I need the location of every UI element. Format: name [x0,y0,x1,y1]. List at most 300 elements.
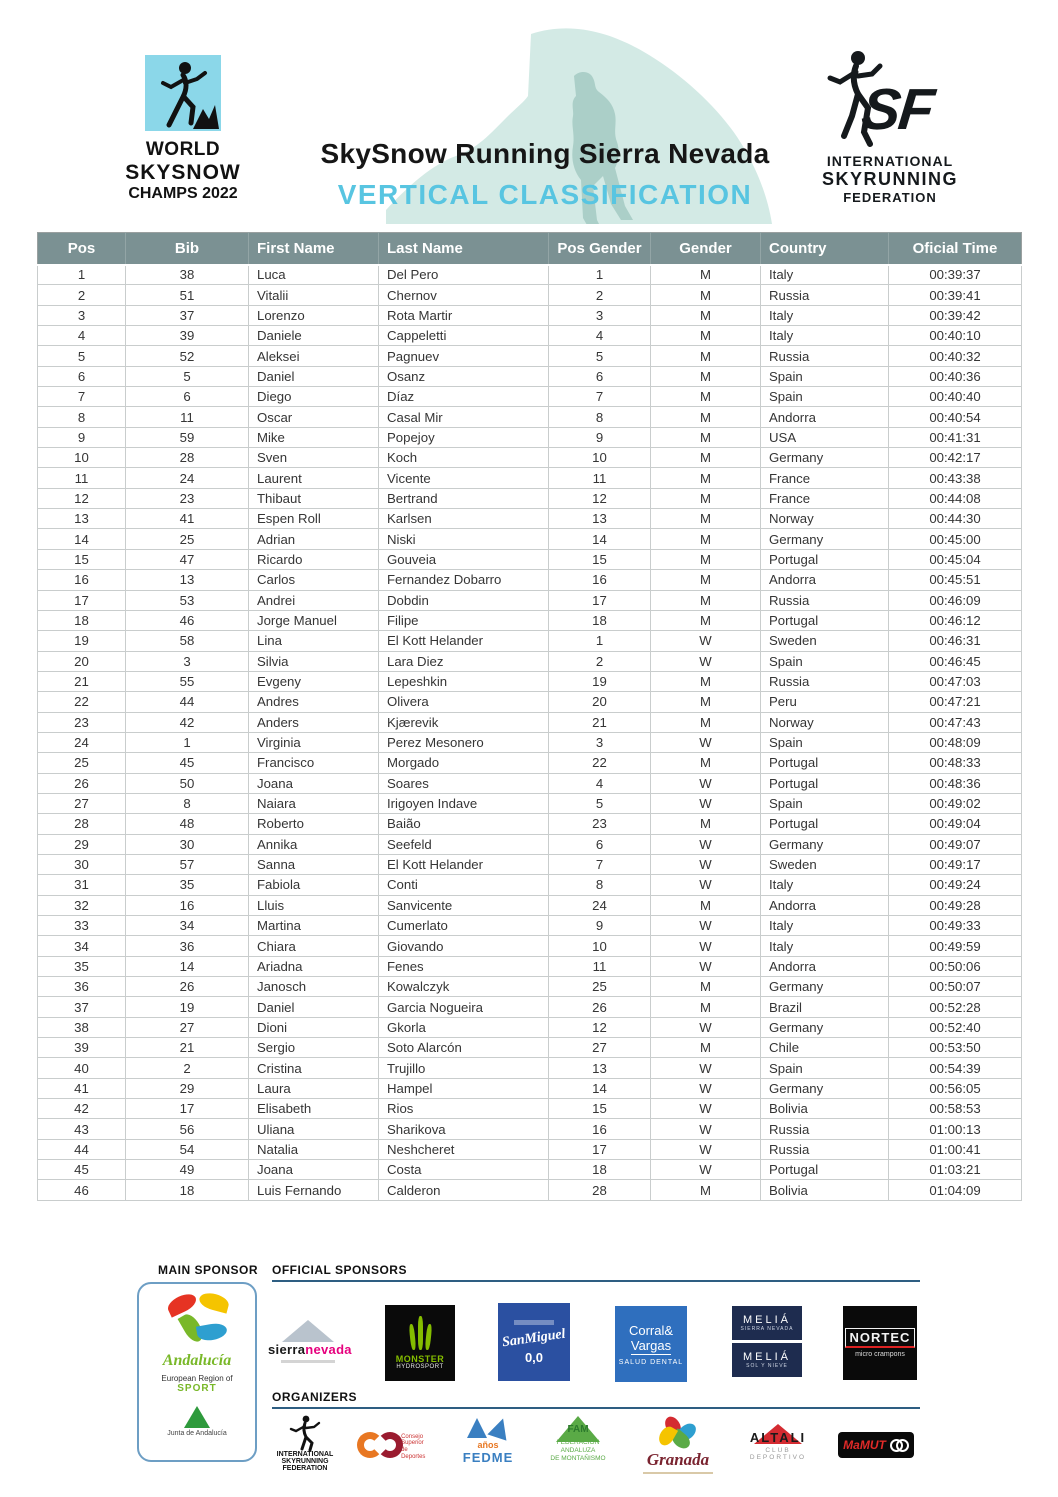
organizer-granada-logo [638,1416,718,1474]
table-row [38,997,1022,1017]
table-cell: Portugal [761,1160,889,1180]
table-cell: 6 [549,366,651,386]
table-cell: Karlsen [379,509,549,529]
table-cell: 2 [38,285,126,305]
table-cell: 54 [126,1139,249,1159]
table-row [38,834,1022,854]
table-cell: 01:00:13 [889,1119,1022,1139]
table-cell: W [651,631,761,651]
table-cell: Andrei [249,590,379,610]
table-cell: France [761,488,889,508]
table-cell: 00:48:36 [889,773,1022,793]
table-cell: Martina [249,916,379,936]
table-cell: Morgado [379,753,549,773]
table-cell: Laura [249,1078,379,1098]
table-cell: 00:53:50 [889,1038,1022,1058]
table-cell: Vitalii [249,285,379,305]
table-cell: 23 [38,712,126,732]
table-cell: Daniele [249,326,379,346]
table-cell: 59 [126,427,249,447]
table-row [38,468,1022,488]
table-cell: 00:40:40 [889,387,1022,407]
table-cell: Perez Mesonero [379,732,549,752]
csd-line1: Consejo [401,1433,424,1440]
organizers-rule [272,1407,920,1409]
table-row [38,488,1022,508]
table-cell: 42 [126,712,249,732]
andalucia-tagline1: European Region of [161,1374,233,1383]
table-cell: 12 [549,488,651,508]
table-cell: 00:49:33 [889,916,1022,936]
table-row [38,753,1022,773]
col-header-country: Country [761,233,889,265]
isf-monogram: SF [858,77,936,142]
table-cell: Annika [249,834,379,854]
table-cell: Díaz [379,387,549,407]
fedme-wordmark: FEDME [462,1450,514,1465]
table-cell: 5 [549,793,651,813]
table-cell: Chernov [379,285,549,305]
table-cell: 14 [549,529,651,549]
table-cell: 25 [549,977,651,997]
table-cell: 18 [549,610,651,630]
table-cell: Norway [761,712,889,732]
world-skysnow-logo [118,55,248,203]
table-cell: M [651,509,761,529]
table-cell: Evgeny [249,671,379,691]
table-cell: W [651,834,761,854]
table-cell: 21 [126,1038,249,1058]
table-cell: 00:49:59 [889,936,1022,956]
table-row [38,1058,1022,1078]
table-cell: 11 [126,407,249,427]
table-cell: 00:44:30 [889,509,1022,529]
granada-tagline-bar [643,1472,713,1474]
table-cell: Luis Fernando [249,1180,379,1200]
isf-runner-icon [800,48,980,153]
melia-wordmark-1: MELIÁ [742,1314,791,1326]
table-cell: 5 [549,346,651,366]
table-cell: 00:46:09 [889,590,1022,610]
table-cell: El Kott Helander [379,854,549,874]
corral-text: Corral& [628,1322,674,1338]
table-cell: Giovando [379,936,549,956]
table-cell: 56 [126,1119,249,1139]
table-cell: 13 [126,570,249,590]
table-cell: Luca [249,265,379,285]
table-row [38,854,1022,874]
table-cell: Silvia [249,651,379,671]
table-cell: Sharikova [379,1119,549,1139]
left-logo-line1: WORLD [145,139,221,160]
table-cell: 45 [38,1160,126,1180]
table-row [38,692,1022,712]
table-cell: 46 [38,1180,126,1200]
table-cell: 30 [38,854,126,874]
table-cell: Russia [761,590,889,610]
table-cell: Elisabeth [249,1099,379,1119]
table-cell: Rios [379,1099,549,1119]
table-cell: Spain [761,387,889,407]
table-cell: Aleksei [249,346,379,366]
table-cell: Niski [379,529,549,549]
table-row [38,305,1022,325]
table-cell: 00:45:51 [889,570,1022,590]
table-cell: Sergio [249,1038,379,1058]
table-cell: 8 [549,875,651,895]
page-subtitle: VERTICAL CLASSIFICATION [337,179,753,210]
melia-sierra-nevada-text: SIERRA NEVADA [740,1326,794,1332]
table-cell: 00:54:39 [889,1058,1022,1078]
table-cell: 35 [38,956,126,976]
table-row [38,529,1022,549]
organizer-fedme-logo [455,1418,521,1465]
table-cell: 4 [38,326,126,346]
table-row [38,1119,1022,1139]
table-cell: 00:44:08 [889,488,1022,508]
table-cell: 46 [126,610,249,630]
table-cell: M [651,265,761,285]
table-cell: Italy [761,916,889,936]
table-cell: 50 [126,773,249,793]
table-cell: Norway [761,509,889,529]
table-cell: 16 [126,895,249,915]
sierra-nevada-mountain-icon [282,1320,334,1342]
table-cell: Calderon [379,1180,549,1200]
table-cell: Russia [761,285,889,305]
table-cell: 7 [38,387,126,407]
table-cell: 3 [549,305,651,325]
table-row [38,651,1022,671]
org-isf-line2: SKYRUNNING [281,1458,329,1465]
page-title: SkySnow Running Sierra Nevada [320,138,770,169]
classification-table-container [37,232,1021,1201]
csd-line2: Superior [401,1440,424,1447]
col-header-pos: Pos [38,233,126,265]
table-cell: Germany [761,834,889,854]
table-cell: 53 [126,590,249,610]
official-sponsors-rule [272,1280,920,1282]
san-miguel-00: 0,0 [524,1349,544,1365]
main-sponsor-label: MAIN SPONSOR [158,1263,259,1277]
table-cell: Russia [761,1119,889,1139]
table-cell: Dioni [249,1017,379,1037]
san-miguel-deco-bar [514,1320,554,1325]
table-cell: W [651,651,761,671]
altali-wordmark: ALTALI [749,1430,807,1445]
table-cell: 49 [126,1160,249,1180]
table-cell: Osanz [379,366,549,386]
table-cell: 5 [38,346,126,366]
table-cell: 00:40:32 [889,346,1022,366]
san-miguel-wordmark: SanMiguel [501,1326,567,1350]
table-cell: Italy [761,305,889,325]
table-cell: Baião [379,814,549,834]
table-cell: 44 [38,1139,126,1159]
table-cell: Ariadna [249,956,379,976]
table-cell: 6 [38,366,126,386]
col-header-oficial-time: Oficial Time [889,233,1022,265]
table-cell: Cumerlato [379,916,549,936]
table-cell: Spain [761,366,889,386]
table-cell: 00:49:04 [889,814,1022,834]
table-cell: Soto Alarcón [379,1038,549,1058]
skysnow-runner-icon [145,55,221,131]
junta-de-andalucia-icon [184,1406,210,1428]
table-row [38,895,1022,915]
table-row [38,366,1022,386]
table-cell: Lara Diez [379,651,549,671]
table-cell: M [651,814,761,834]
table-cell: Sven [249,448,379,468]
table-cell: 58 [126,631,249,651]
table-cell: 11 [549,956,651,976]
table-cell: 55 [126,671,249,691]
table-cell: 13 [549,509,651,529]
table-cell: Anders [249,712,379,732]
table-cell: Russia [761,671,889,691]
table-cell: 10 [549,936,651,956]
table-cell: 00:48:33 [889,753,1022,773]
document-title-block [280,138,810,211]
sponsor-nortec-logo [843,1306,917,1380]
granada-wordmark: Granada [646,1450,710,1469]
table-cell: Daniel [249,366,379,386]
csd-circles-icon [357,1432,395,1462]
nevada-text: nevada [305,1342,352,1357]
table-row [38,549,1022,569]
table-cell: Fabiola [249,875,379,895]
table-cell: 00:47:43 [889,712,1022,732]
table-row [38,1180,1022,1200]
isf-logo [800,48,980,205]
table-cell: Russia [761,1139,889,1159]
table-cell: W [651,854,761,874]
table-cell: 22 [549,753,651,773]
table-row [38,671,1022,691]
table-row [38,1139,1022,1159]
table-cell: M [651,427,761,447]
table-cell: 13 [38,509,126,529]
table-cell: Hampel [379,1078,549,1098]
table-cell: 39 [126,326,249,346]
table-cell: Carlos [249,570,379,590]
table-cell: 12 [38,488,126,508]
table-cell: Espen Roll [249,509,379,529]
table-cell: 16 [549,1119,651,1139]
table-row [38,977,1022,997]
table-cell: Cristina [249,1058,379,1078]
sierra-text: sierra [268,1342,306,1357]
table-row [38,1078,1022,1098]
table-cell: Italy [761,326,889,346]
table-cell: 00:49:07 [889,834,1022,854]
table-row [38,936,1022,956]
table-row [38,814,1022,834]
table-cell: Bolivia [761,1099,889,1119]
table-cell: 45 [126,753,249,773]
table-cell: Italy [761,936,889,956]
col-header-pos-gender: Pos Gender [549,233,651,265]
table-cell: 36 [38,977,126,997]
isf-small-runner-icon [288,1415,322,1451]
table-cell: Uliana [249,1119,379,1139]
org-isf-line1: INTERNATIONAL [276,1451,334,1458]
table-cell: 2 [549,285,651,305]
table-cell: 35 [126,875,249,895]
table-cell: Laurent [249,468,379,488]
table-cell: 00:43:38 [889,468,1022,488]
table-cell: 22 [38,692,126,712]
table-cell: 8 [549,407,651,427]
table-cell: 41 [126,509,249,529]
table-cell: M [651,305,761,325]
table-row [38,265,1022,285]
table-cell: 00:48:09 [889,732,1022,752]
table-cell: Lluis [249,895,379,915]
table-cell: Portugal [761,610,889,630]
table-cell: 00:49:24 [889,875,1022,895]
table-cell: 18 [549,1160,651,1180]
table-cell: 10 [549,448,651,468]
table-row [38,1017,1022,1037]
altali-subtext: CLUB DEPORTIVO [749,1447,807,1461]
table-cell: 00:58:53 [889,1099,1022,1119]
table-cell: Roberto [249,814,379,834]
table-cell: 34 [38,936,126,956]
table-row [38,427,1022,447]
vargas-text: Vargas [630,1337,672,1353]
mamut-wordmark: MaMUT [843,1438,886,1452]
table-cell: Joana [249,1160,379,1180]
table-cell: 39 [38,1038,126,1058]
table-cell: Fernandez Dobarro [379,570,549,590]
table-cell: 26 [549,997,651,1017]
sierra-nevada-tagline-bar [281,1360,335,1363]
table-cell: Kjærevik [379,712,549,732]
table-cell: W [651,936,761,956]
table-cell: 38 [38,1017,126,1037]
table-cell: 51 [126,285,249,305]
organizer-csd-logo [357,1432,427,1462]
table-cell: 29 [126,1078,249,1098]
table-cell: 38 [126,265,249,285]
table-cell: W [651,793,761,813]
table-cell: 15 [38,549,126,569]
table-cell: 4 [549,326,651,346]
salud-dental-text: SALUD DENTAL [618,1358,684,1366]
table-cell: 52 [126,346,249,366]
table-cell: 33 [38,916,126,936]
table-cell: 3 [549,732,651,752]
table-cell: M [651,285,761,305]
table-cell: 00:49:17 [889,854,1022,874]
table-cell: 00:49:02 [889,793,1022,813]
table-row [38,407,1022,427]
table-cell: 21 [38,671,126,691]
table-row [38,326,1022,346]
fedme-icon [455,1418,521,1438]
table-cell: 47 [126,549,249,569]
table-row [38,773,1022,793]
table-cell: M [651,366,761,386]
table-cell: 17 [126,1099,249,1119]
table-cell: Spain [761,732,889,752]
table-cell: 27 [126,1017,249,1037]
col-header-bib: Bib [126,233,249,265]
table-cell: 18 [38,610,126,630]
table-cell: 00:52:28 [889,997,1022,1017]
table-cell: Neshcheret [379,1139,549,1159]
table-cell: Andorra [761,956,889,976]
table-cell: Lepeshkin [379,671,549,691]
table-cell: 4 [549,773,651,793]
fam-line1: FEDERACIÓN ANDALUZA [556,1439,600,1454]
table-cell: M [651,977,761,997]
table-cell: Sanna [249,854,379,874]
table-cell: Del Pero [379,265,549,285]
table-cell: Thibaut [249,488,379,508]
table-cell: 00:46:12 [889,610,1022,630]
table-cell: Cappeletti [379,326,549,346]
official-sponsors-label: OFFICIAL SPONSORS [272,1263,407,1277]
table-cell: Germany [761,529,889,549]
table-cell: Trujillo [379,1058,549,1078]
table-cell: 23 [126,488,249,508]
table-cell: Andorra [761,895,889,915]
table-cell: Lina [249,631,379,651]
table-cell: 9 [549,916,651,936]
granada-pinwheel-icon [638,1416,718,1450]
table-cell: 18 [126,1180,249,1200]
table-cell: 57 [126,854,249,874]
table-cell: 00:42:17 [889,448,1022,468]
table-cell: 25 [126,529,249,549]
table-cell: Russia [761,346,889,366]
table-cell: Italy [761,875,889,895]
table-cell: 17 [549,1139,651,1159]
table-cell: Lorenzo [249,305,379,325]
table-cell: M [651,1038,761,1058]
table-cell: 00:39:37 [889,265,1022,285]
table-cell: 19 [38,631,126,651]
table-cell: 6 [126,387,249,407]
table-cell: W [651,1099,761,1119]
table-cell: M [651,671,761,691]
table-cell: M [651,610,761,630]
table-cell: 00:47:21 [889,692,1022,712]
table-cell: Conti [379,875,549,895]
table-cell: 00:40:10 [889,326,1022,346]
table-cell: 5 [126,366,249,386]
table-cell: 00:45:00 [889,529,1022,549]
table-cell: M [651,488,761,508]
table-header-row [38,233,1022,265]
table-cell: M [651,590,761,610]
table-cell: Ricardo [249,549,379,569]
table-cell: 25 [38,753,126,773]
table-cell: Naiara [249,793,379,813]
table-cell: 8 [126,793,249,813]
table-cell: 23 [549,814,651,834]
table-cell: 32 [38,895,126,915]
table-cell: 44 [126,692,249,712]
table-cell: M [651,468,761,488]
table-cell: 13 [549,1058,651,1078]
isf-line1: INTERNATIONAL [826,153,954,169]
table-cell: 20 [38,651,126,671]
table-cell: Daniel [249,997,379,1017]
